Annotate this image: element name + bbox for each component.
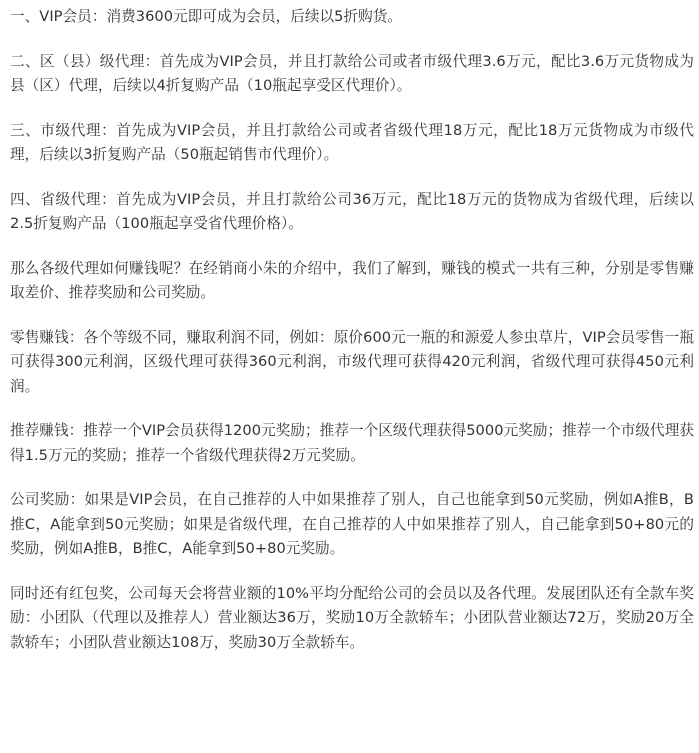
paragraph-vip-member: 一、VIP会员：消费3600元即可成为会员，后续以5折购货。 [10, 8, 403, 25]
paragraph-city-agent: 三、市级代理：首先成为VIP会员，并且打款给公司或者省级代理18万元，配比18万元货物成为市级代理，后续以3折复购产品（50瓶起销售市代理价）。 [10, 121, 694, 163]
paragraph-district-agent: 二、区（县）级代理：首先成为VIP会员，并且打款给公司或者市级代理3.6万元，配比3.6万元货物成为县（区）代理，后续以4折复购产品（10瓶起享受区代理价）。 [10, 52, 694, 94]
paragraph-bonus-rewards: 同时还有红包奖，公司每天会将营业额的10%平均分配给公司的会员以及各代理。发展团队还有全款车奖励：小团队（代理以及推荐人）营业额达36万，奖励10万全款轿车；小团队营业额达72万，奖励20万全款轿车；小团队营业额达108万，奖励30万全款轿车。 [10, 584, 694, 651]
paragraph-referral-earnings: 推荐赚钱：推荐一个VIP会员获得1200元奖励；推荐一个区级代理获得5000元奖励；推荐一个市级代理获得1.5万元的奖励；推荐一个省级代理获得2万元奖励。 [10, 422, 694, 464]
paragraph-earning-modes: 那么各级代理如何赚钱呢？在经销商小朱的介绍中，我们了解到，赚钱的模式一共有三种，分别是零售赚取差价、推荐奖励和公司奖励。 [10, 259, 694, 301]
paragraph-retail-earnings: 零售赚钱：各个等级不同，赚取利润不同，例如：原价600元一瓶的和源爱人参虫草片，VIP会员零售一瓶可获得300元利润，区级代理可获得360元利润，市级代理可获得420元利润，省级代理可获得450元利润。 [10, 328, 694, 395]
paragraph-company-rewards: 公司奖励：如果是VIP会员，在自己推荐的人中如果推荐了别人，自己也能拿到50元奖励，例如A推B，B推C，A能拿到50元奖励；如果是省级代理，在自己推荐的人中如果推荐了别人，自己能拿到50+80元的奖励，例如A推B，B推C，A能拿到50+80元奖励。 [10, 491, 694, 557]
paragraph-province-agent: 四、省级代理：首先成为VIP会员，并且打款给公司36万元，配比18万元的货物成为省级代理，后续以2.5折复购产品（100瓶起享受省代理价格）。 [10, 190, 694, 232]
